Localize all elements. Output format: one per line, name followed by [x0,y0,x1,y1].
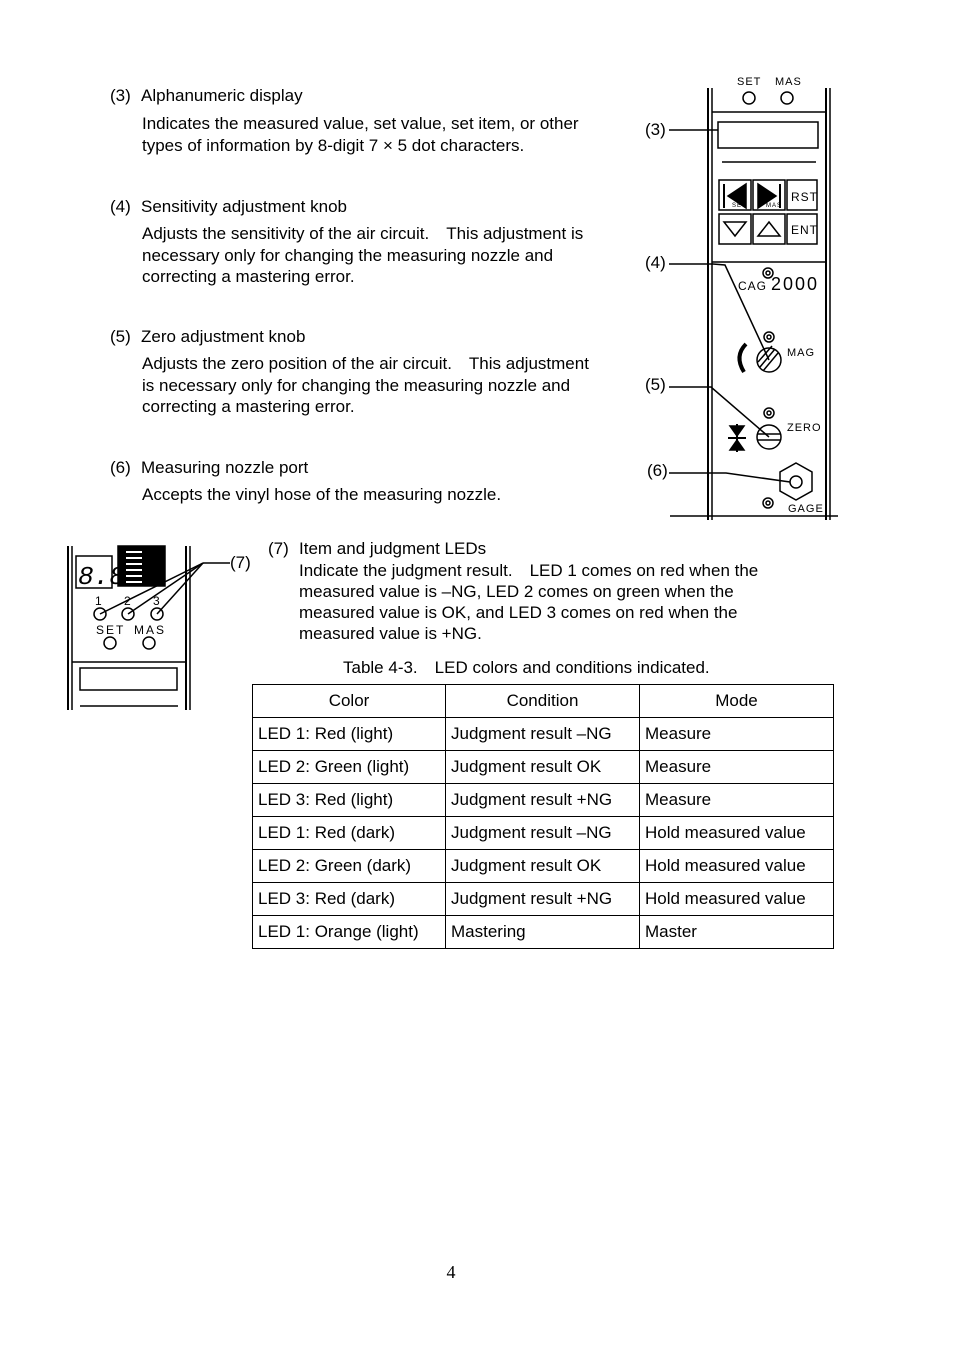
table-header-row [253,685,834,718]
section-7-number: (7) [268,539,289,558]
page-number: 4 [446,1262,456,1282]
section-7-line: measured value is OK, and LED 3 comes on red when the [299,603,738,622]
section-7-body [299,560,758,644]
section-5-line: is necessary only for changing the measuring nozzle and [142,375,571,395]
section-7-line: Indicate the judgment result. LED 1 comes on red when the [299,561,759,580]
set-led-label: SET [96,623,126,637]
cell-mode: Master [640,916,834,949]
gage-label: GAGE [788,503,824,515]
mag-label: MAG [787,347,816,359]
mas-led-label: MAS [134,623,167,637]
section-6-title: Measuring nozzle port [141,458,309,477]
cell-color: LED 1: Orange (light) [253,916,446,949]
section-6-line: Accepts the vinyl hose of the measuring nozzle. [142,485,502,504]
mas-key-sublabel: MAS [766,203,783,209]
cell-mode: Measure [640,784,834,817]
cell-color: LED 3: Red (light) [253,784,446,817]
cell-mode: Measure [640,718,834,751]
digit-display: 8.8 [78,562,125,592]
led-panel-diagram [62,540,262,715]
model-number: 2000 [771,274,820,294]
section-5-line: correcting a mastering error. [142,397,355,416]
cell-color: LED 1: Red (light) [253,718,446,751]
callout-6: (6) [647,461,668,480]
table-caption: Table 4-3. LED colors and conditions indicated. [343,658,710,677]
callout-5: (5) [645,375,666,394]
header-color: Color [253,685,446,718]
panel-mas-label: MAS [775,76,802,85]
section-7-line: measured value is +NG. [299,624,482,643]
section-3-title: Alphanumeric display [141,86,303,105]
cell-color: LED 1: Red (dark) [253,817,446,850]
table-row [253,718,834,751]
table-row [253,751,834,784]
section-7-title: Item and judgment LEDs [299,539,487,558]
cell-condition: Judgment result OK [446,850,640,883]
cell-color: LED 3: Red (dark) [253,883,446,916]
led-number-3: 3 [153,594,160,608]
section-4-line: Adjusts the sensitivity of the air circuit. This adjustment is [142,224,584,243]
front-panel-diagram [640,84,845,524]
panel-set-label: SET [737,76,762,85]
section-5-line: Adjusts the zero position of the air circuit. This adjustment [142,354,589,373]
led-table [252,684,834,949]
table-row [253,817,834,850]
callout-3: (3) [645,120,666,139]
cell-condition: Mastering [446,916,640,949]
section-4-body [142,223,637,288]
header-mode: Mode [640,685,834,718]
cell-color: LED 2: Green (dark) [253,850,446,883]
cell-condition: Judgment result –NG [446,718,640,751]
callout-4: (4) [645,253,666,272]
table-row [253,784,834,817]
led-number-1: 1 [95,594,102,608]
section-3-line: types of information by 8-digit 7 × 5 dot characters. [142,135,525,155]
section-4-number: (4) [110,197,131,216]
zero-label: ZERO [787,422,822,434]
cell-condition: Judgment result –NG [446,817,640,850]
section-4-line: necessary only for changing the measuring nozzle and [142,245,554,265]
section-4-line: correcting a mastering error. [142,267,355,286]
section-5-title: Zero adjustment knob [141,327,306,346]
model-prefix: CAG [738,279,768,293]
section-4-title: Sensitivity adjustment knob [141,197,347,216]
table-row [253,916,834,949]
section-7-line: measured value is –NG, LED 2 comes on green when the [299,582,734,601]
led-number-2: 2 [124,594,131,608]
cell-mode: Hold measured value [640,883,834,916]
section-5-body [142,353,637,418]
cell-color: LED 2: Green (light) [253,751,446,784]
section-3-body [142,113,637,156]
section-3-number: (3) [110,86,131,105]
table-row [253,850,834,883]
cell-mode: Measure [640,751,834,784]
cell-condition: Judgment result +NG [446,784,640,817]
header-condition: Condition [446,685,640,718]
rst-key-label[interactable]: RST [791,190,818,204]
callout-7: (7) [230,553,251,572]
section-6-body [142,484,637,506]
section-6-number: (6) [110,458,131,477]
cell-condition: Judgment result OK [446,751,640,784]
cell-condition: Judgment result +NG [446,883,640,916]
table-row [253,883,834,916]
set-key-sublabel: SET [732,203,747,209]
section-3-line: Indicates the measured value, set value, set item, or other [142,114,579,133]
section-5-number: (5) [110,327,131,346]
cell-mode: Hold measured value [640,850,834,883]
cell-mode: Hold measured value [640,817,834,850]
ent-key-label[interactable]: ENT [791,223,818,237]
